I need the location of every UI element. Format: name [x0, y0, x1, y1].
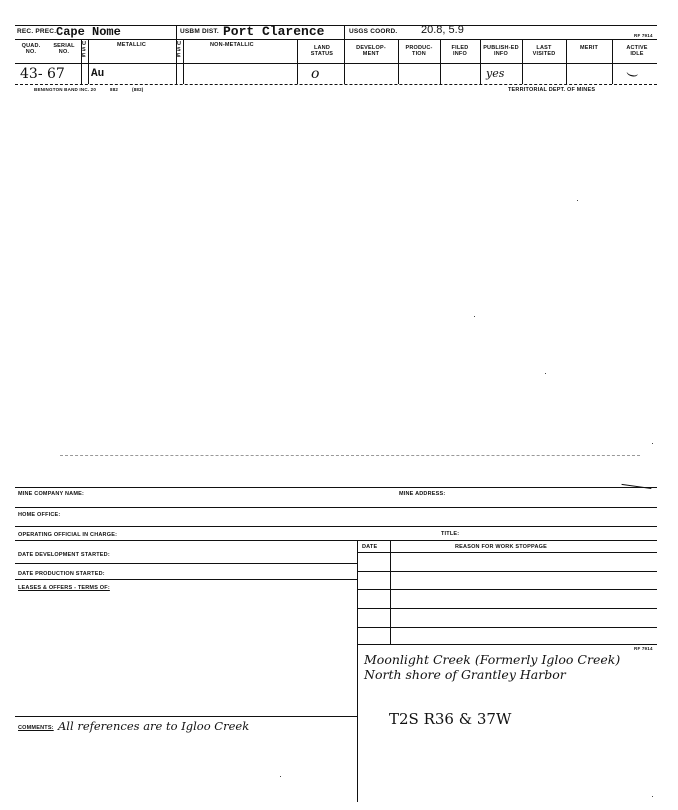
header-divider: [15, 39, 657, 40]
date-prod-bottom: [15, 579, 357, 580]
col-sep-use1: [88, 39, 89, 84]
quad-serial-value: 43- 67: [20, 66, 65, 82]
record-row-bottom: [15, 84, 657, 85]
col-sep-use2: [183, 39, 184, 84]
usbm-dist-label: USBM DIST.: [180, 28, 219, 35]
usbm-dist-value: Port Clarence: [223, 24, 325, 39]
speck: [652, 796, 653, 797]
lower-top-line: [60, 455, 640, 456]
col-sep-prod: [440, 39, 441, 84]
col-quad-no: QUAD. NO.: [21, 43, 41, 55]
metallic-value: Au: [91, 68, 105, 80]
printer-code-2: (882): [132, 87, 144, 92]
rec-prec-value: Cape Nome: [56, 25, 121, 39]
speck: [652, 443, 653, 444]
stoppage-row-2: [357, 589, 657, 590]
title-label: TITLE:: [441, 531, 460, 537]
comments-label: COMMENTS:: [18, 725, 54, 731]
col-sep-last: [566, 39, 567, 84]
col-production: PRODUC-TION: [405, 45, 433, 57]
form-number: RF 7914: [634, 33, 653, 38]
location-line-2: North shore of Grantley Harbor: [364, 667, 566, 682]
printer-code: 882: [110, 87, 119, 92]
header-sep-2: [344, 25, 345, 84]
mine-address-label: MINE ADDRESS:: [399, 491, 446, 497]
col-use-1: U S E: [82, 41, 87, 59]
leases-label: LEASES & OFFERS - TERMS OF:: [18, 585, 110, 591]
usgs-coord-label: USGS COORD.: [349, 28, 398, 35]
date-dev-bottom: [15, 563, 357, 564]
home-office-line: [15, 507, 657, 508]
speck: [280, 776, 281, 777]
col-sep-filed: [480, 39, 481, 84]
col-use-2: U S E: [177, 41, 182, 59]
col-development: DEVELOP-MENT: [356, 45, 386, 57]
comments-line: [15, 716, 357, 717]
operating-line: [15, 526, 657, 527]
stoppage-row-4: [357, 627, 657, 628]
land-status-value: o: [311, 66, 320, 82]
col-land-status: LAND STATUS: [310, 45, 334, 57]
form-number-2: RF 7914: [634, 646, 653, 651]
date-dev-line: [15, 540, 657, 541]
column-header-divider: [15, 63, 657, 64]
col-published-info: PUBLISH-ED INFO: [483, 45, 519, 57]
col-last-visited: LAST VISITED: [532, 45, 556, 57]
date-header: DATE: [362, 544, 378, 550]
col-sep-pub: [522, 39, 523, 84]
col-merit: MERIT: [579, 45, 599, 51]
agency-label: TERRITORIAL DEPT. OF MINES: [508, 87, 596, 93]
col-sep-land: [297, 39, 298, 84]
active-idle-value: ): [625, 72, 640, 78]
printer-label: BENINGTON BAND INC. 20: [34, 87, 97, 92]
usgs-coord-value: 20.8, 5.9: [421, 24, 464, 36]
col-active-idle: ACTIVE IDLE: [626, 45, 648, 57]
location-line-1: Moonlight Creek (Formerly Igloo Creek): [364, 652, 621, 667]
comments-text: All references are to Igloo Creek: [58, 719, 250, 733]
speck: [474, 316, 475, 317]
speck: [577, 200, 578, 201]
col-serial-no: SERIAL NO.: [53, 43, 75, 55]
published-info-value: yes: [486, 67, 505, 80]
mine-company-label: MINE COMPANY NAME:: [18, 491, 85, 497]
col-metallic: METALLIC: [117, 42, 146, 48]
date-development-label: DATE DEVELOPMENT STARTED:: [18, 552, 110, 558]
speck: [545, 373, 546, 374]
stoppage-row-5: [357, 644, 657, 645]
date-production-label: DATE PRODUCTION STARTED:: [18, 571, 105, 577]
stoppage-row-1: [357, 571, 657, 572]
col-filed-info: FILED INFO: [451, 45, 469, 57]
stoppage-left: [357, 540, 358, 802]
col-sep-dev: [398, 39, 399, 84]
col-sep-merit: [612, 39, 613, 84]
operating-official-label: OPERATING OFFICIAL IN CHARGE:: [18, 532, 118, 538]
home-office-label: HOME OFFICE:: [18, 512, 61, 518]
township-range: T2S R36 & 37W: [389, 710, 512, 728]
reason-header: REASON FOR WORK STOPPAGE: [455, 544, 547, 550]
col-non-metallic: NON-METALLIC: [210, 42, 254, 48]
stoppage-row-3: [357, 608, 657, 609]
stoppage-date-sep: [390, 540, 391, 644]
rec-prec-label: REC. PREC.: [17, 28, 57, 35]
mine-company-line: [15, 487, 657, 488]
stoppage-header-line: [357, 552, 657, 553]
